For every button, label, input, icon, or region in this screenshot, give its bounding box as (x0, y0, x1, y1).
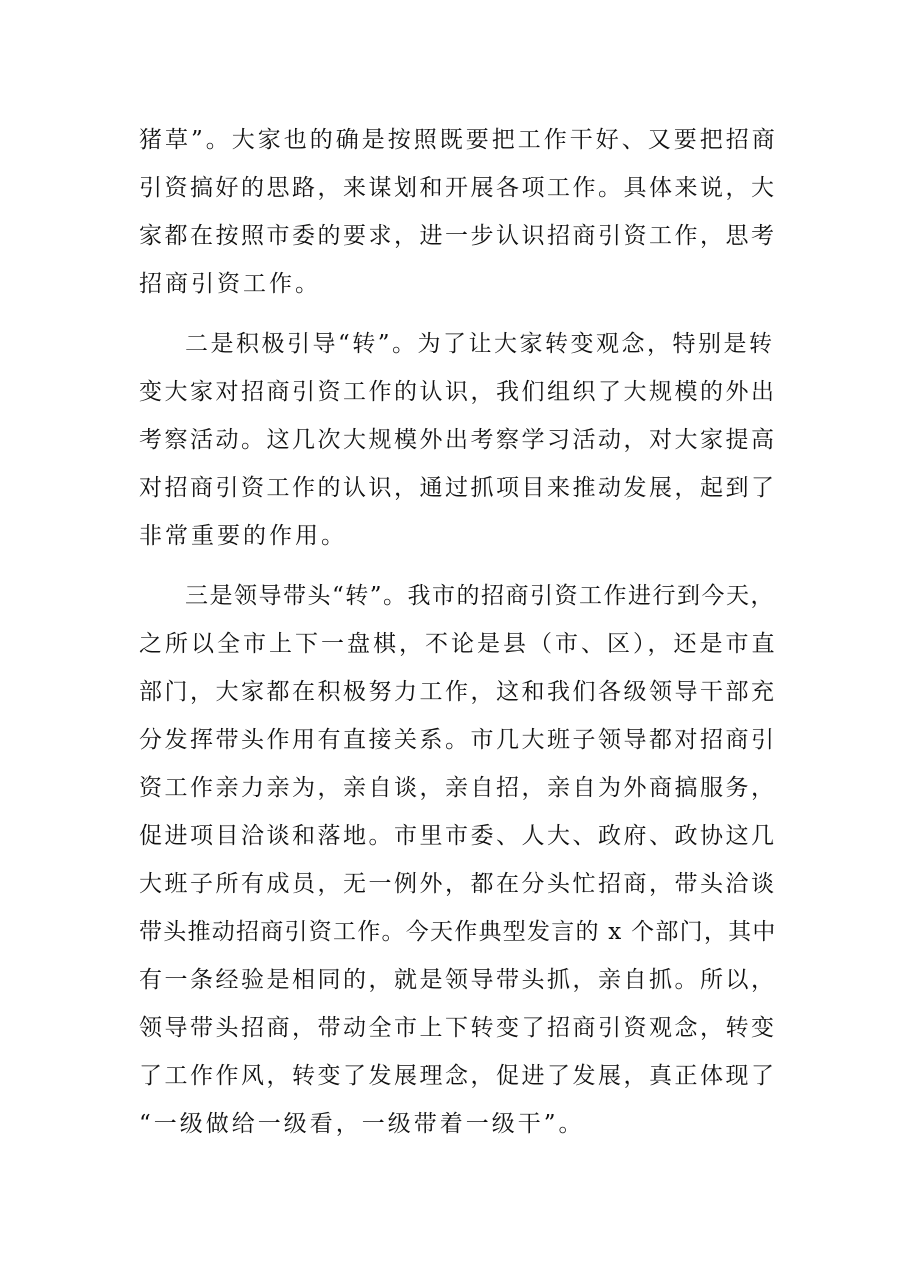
paragraph-1-line-1: 猪草”。大家也的确是按照既要把工作干好、又要把招商 (139, 127, 778, 153)
paragraph-2-line-2: 变大家对招商引资工作的认识，我们组织了大规模的外出 (139, 379, 777, 405)
paragraph-1-line-2: 引资搞好的思路，来谋划和开展各项工作。具体来说，大 (139, 175, 777, 201)
paragraph-3-line-1: 三是领导带头“转”。我市的招商引资工作进行到今天， (185, 583, 776, 609)
paragraph-3-line-2: 之所以全市上下一盘棋，不论是县（市、区），还是市直 (139, 631, 778, 657)
paragraph-3-line-8: 带头推动招商引资工作。今天作典型发言的 x 个部门，其中 (139, 919, 777, 945)
paragraph-3-line-9: 有一条经验是相同的，就是领导带头抓，亲自抓。所以， (139, 967, 777, 993)
paragraph-3-line-11: 了工作作风，转变了发展理念，促进了发展，真正体现了 (139, 1063, 777, 1089)
paragraph-3-line-10: 领导带头招商，带动全市上下转变了招商引资观念，转变 (139, 1015, 777, 1041)
paragraph-2-line-5: 非常重要的作用。 (139, 523, 347, 549)
paragraph-2-line-4: 对招商引资工作的认识，通过抓项目来推动发展，起到了 (139, 475, 777, 501)
paragraph-1-line-3: 家都在按照市委的要求，进一步认识招商引资工作，思考 (139, 223, 777, 249)
paragraph-3-line-12: “一级做给一级看，一级带着一级干”。 (139, 1111, 585, 1137)
paragraph-3-line-6: 促进项目洽谈和落地。市里市委、人大、政府、政协这几 (139, 823, 777, 849)
paragraph-2-line-3: 考察活动。这几次大规模外出考察学习活动，对大家提高 (139, 427, 777, 453)
paragraph-1-line-4: 招商引资工作。 (139, 271, 321, 297)
paragraph-2-line-1: 二是积极引导“转”。为了让大家转变观念，特别是转 (185, 331, 775, 357)
paragraph-3-line-7: 大班子所有成员，无一例外，都在分头忙招商，带头洽谈 (139, 871, 777, 897)
paragraph-3-line-4: 分发挥带头作用有直接关系。市几大班子领导都对招商引 (139, 727, 777, 753)
paragraph-3-line-3: 部门，大家都在积极努力工作，这和我们各级领导干部充 (139, 679, 777, 705)
paragraph-3-line-5: 资工作亲力亲为，亲自谈，亲自招，亲自为外商搞服务， (139, 775, 777, 801)
